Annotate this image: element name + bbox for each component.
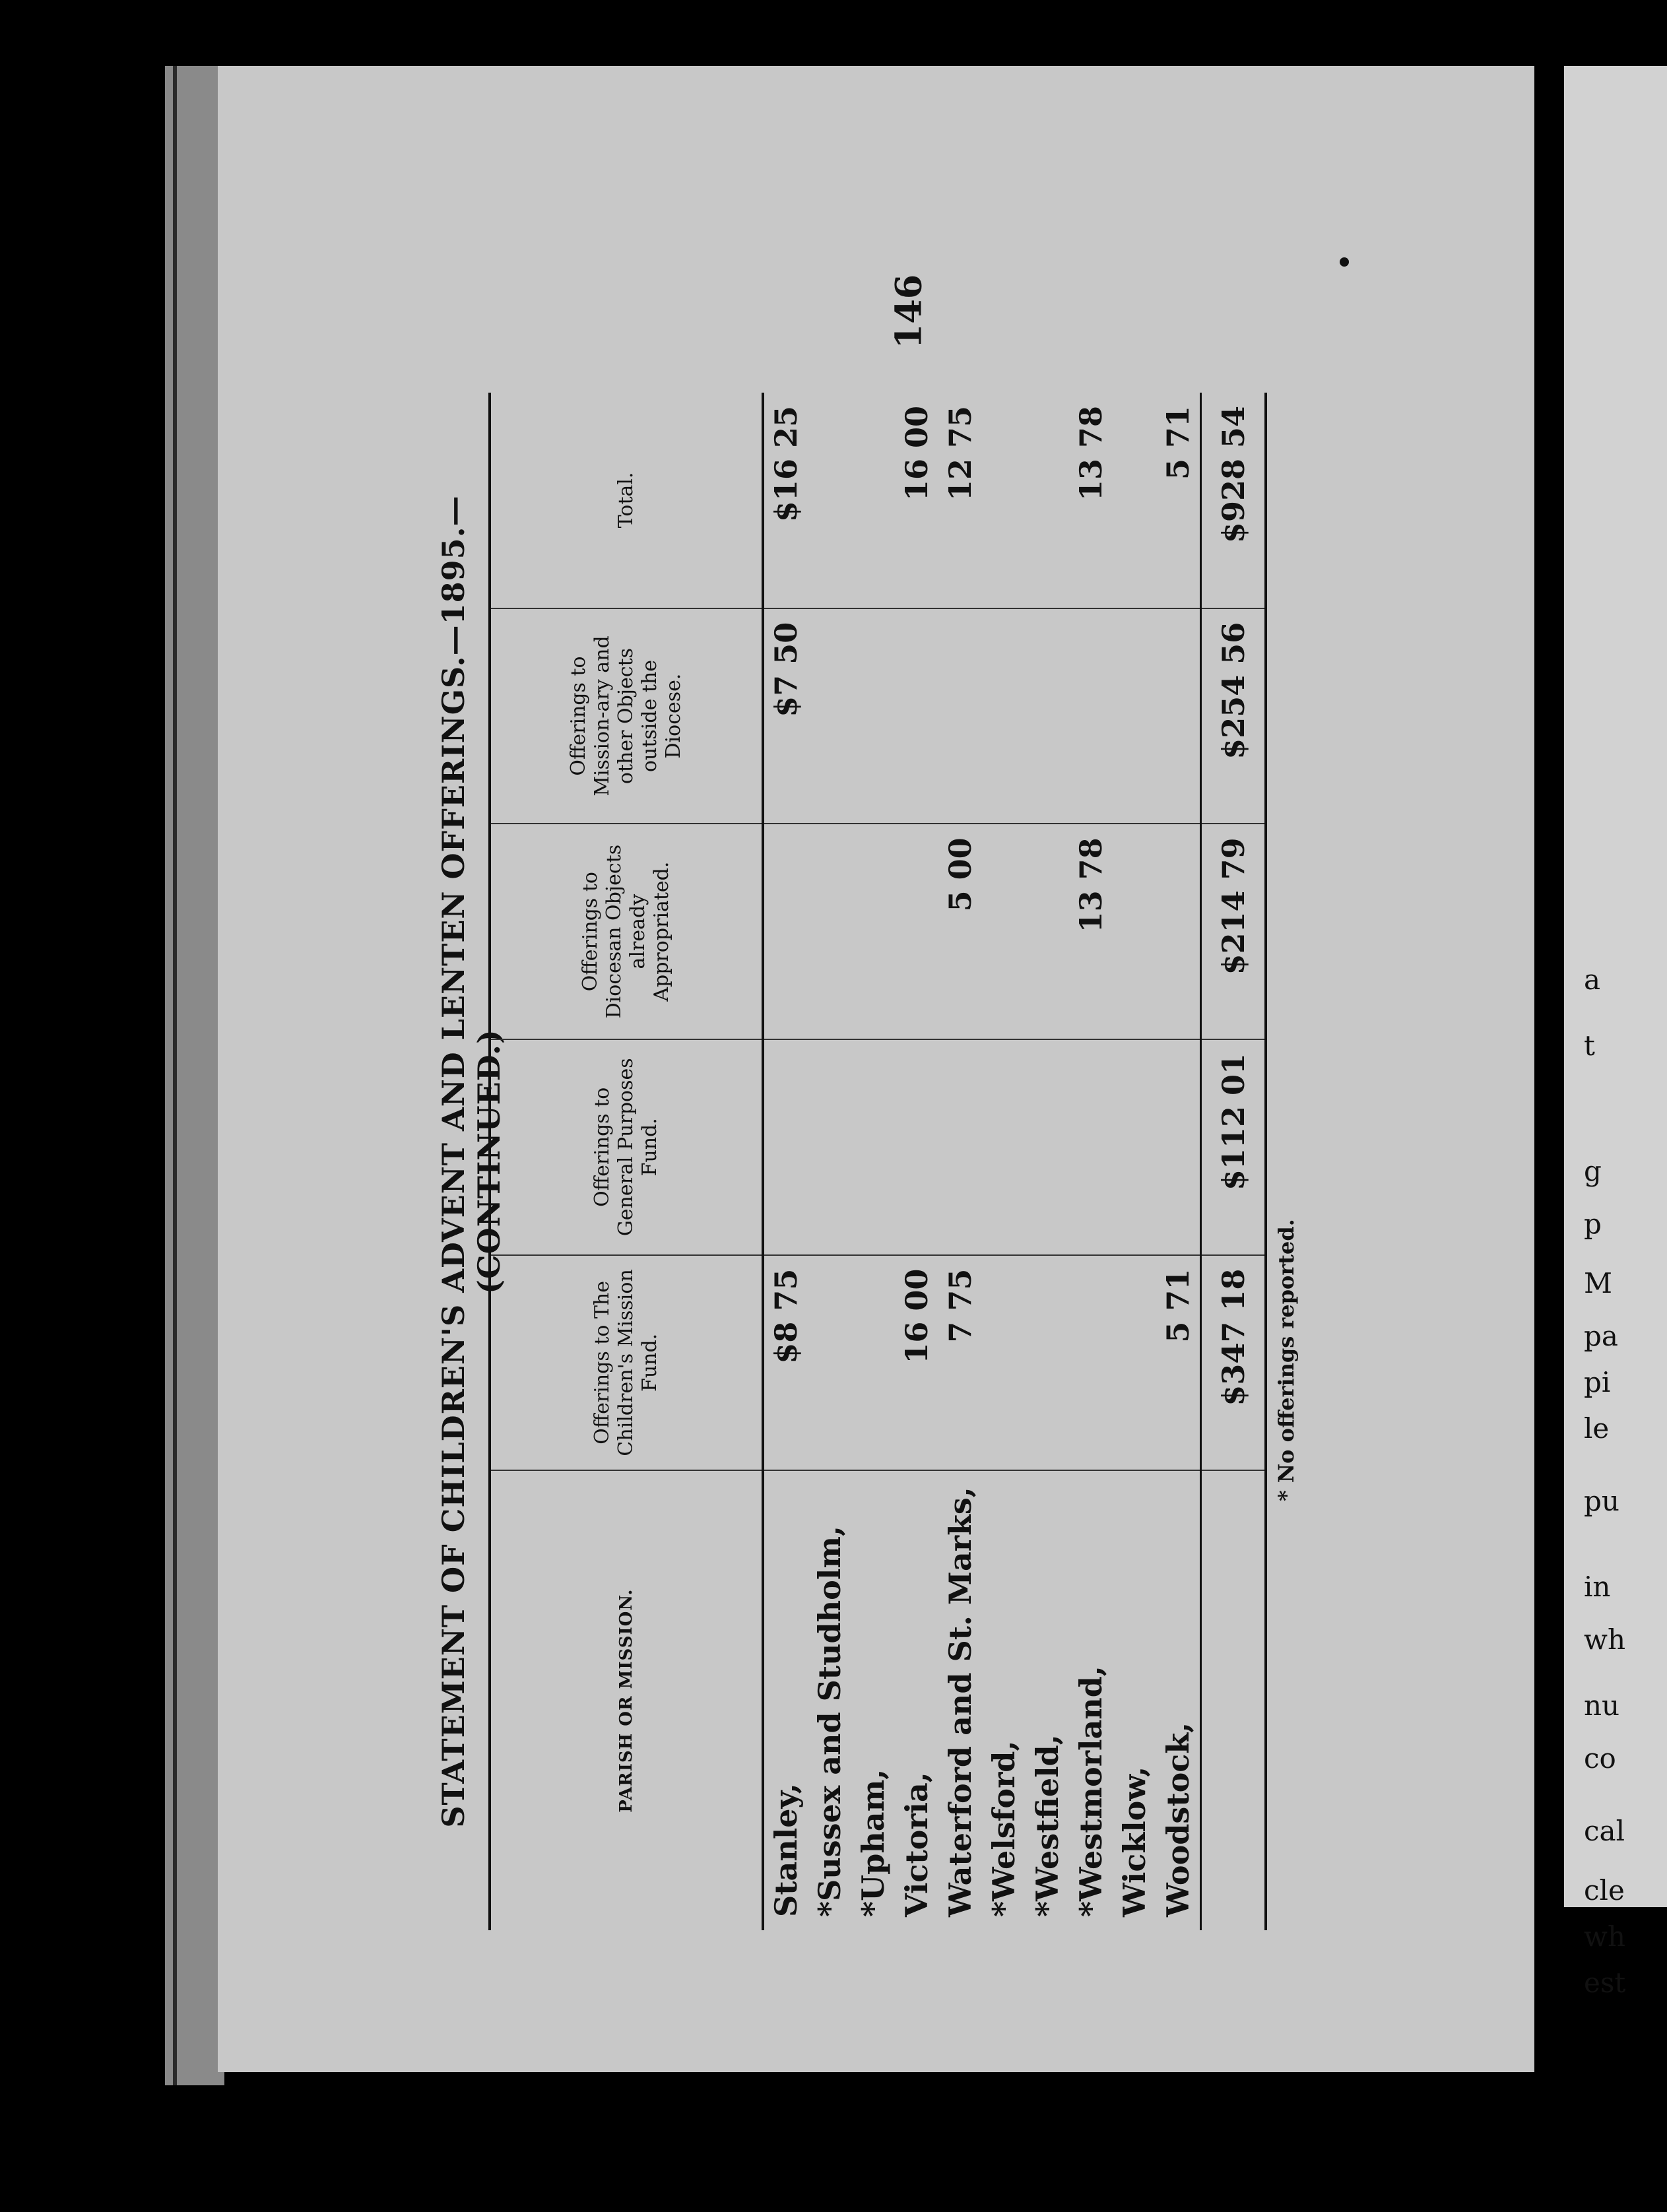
- document-sheet: [218, 66, 1534, 2072]
- offering-cell: [763, 824, 808, 1039]
- rotated-content: [416, 247, 1406, 1963]
- parish-name: Waterford and St. Marks,: [942, 1487, 979, 1917]
- offering-cell: 13 78: [1069, 393, 1113, 608]
- column-header: PARISH OR MISSION.: [490, 1470, 763, 1930]
- offering-cell: 16 00: [895, 1255, 938, 1471]
- facing-text-fragment: g: [1584, 1155, 1602, 1187]
- footnote: * No offerings reported.: [1274, 1219, 1299, 1501]
- offering-cell: 16 00: [895, 393, 938, 608]
- facing-text-fragment: nu: [1584, 1689, 1620, 1722]
- facing-text-fragment: cle: [1584, 1874, 1625, 1906]
- offering-cell: [1069, 1255, 1113, 1471]
- total-cell: $112 01: [1201, 1039, 1266, 1255]
- offering-cell: [851, 393, 895, 608]
- offering-cell: [851, 1255, 895, 1471]
- offering-cell: $8 75: [763, 1255, 808, 1471]
- table-row: [1156, 393, 1201, 1930]
- binding-edge: [173, 66, 177, 2085]
- parish-name: *Sussex and Studholm,: [812, 1525, 848, 1917]
- offering-cell: [808, 608, 851, 824]
- offering-cell: [1113, 393, 1156, 608]
- totals-row: [1201, 393, 1266, 1930]
- table-header-row: [490, 393, 763, 1930]
- total-cell: $928 54: [1201, 393, 1266, 608]
- offering-cell: [1156, 824, 1201, 1039]
- table-row: [808, 393, 851, 1930]
- offering-cell: [1113, 1255, 1156, 1471]
- facing-text-fragment: pa: [1584, 1320, 1618, 1352]
- offering-cell: [895, 824, 938, 1039]
- offerings-table-wrap: [488, 393, 1267, 1930]
- offering-cell: [1113, 608, 1156, 824]
- table-row: [1113, 393, 1156, 1930]
- facing-text-fragment: M: [1584, 1267, 1613, 1299]
- offering-cell: [895, 1039, 938, 1255]
- total-cell: $347 18: [1201, 1255, 1266, 1471]
- table-row: [895, 393, 938, 1930]
- offering-cell: $7 50: [763, 608, 808, 824]
- offering-cell: [1026, 608, 1069, 824]
- offering-cell: [982, 824, 1026, 1039]
- facing-text-fragment: wh: [1584, 1623, 1625, 1656]
- parish-name: *Welsford,: [986, 1740, 1022, 1917]
- table-row: [763, 393, 808, 1930]
- offering-cell: [808, 824, 851, 1039]
- facing-text-fragment: co: [1584, 1742, 1616, 1774]
- offering-cell: [1156, 1039, 1201, 1255]
- facing-text-fragment: le: [1584, 1412, 1610, 1445]
- facing-page: [1564, 66, 1667, 1999]
- offering-cell: [851, 608, 895, 824]
- total-cell: $254 56: [1201, 608, 1266, 824]
- offering-cell: [1069, 1039, 1113, 1255]
- offering-cell: [808, 1039, 851, 1255]
- column-header: Offerings to General Purposes Fund.: [490, 1039, 763, 1255]
- table-row: [1069, 393, 1113, 1930]
- offering-cell: [982, 393, 1026, 608]
- offering-cell: [1069, 608, 1113, 824]
- facing-text-fragment: pi: [1584, 1366, 1611, 1398]
- offering-cell: [808, 1255, 851, 1471]
- parish-name: Woodstock,: [1160, 1722, 1196, 1917]
- facing-text-fragment: pu: [1584, 1485, 1619, 1517]
- offerings-table: [488, 393, 1267, 1930]
- offering-cell: [895, 608, 938, 824]
- ink-speck: [1340, 257, 1349, 267]
- offering-cell: [851, 824, 895, 1039]
- offering-cell: [1026, 824, 1069, 1039]
- column-header: Offerings to The Children's Mission Fund.: [490, 1255, 763, 1471]
- offering-cell: $16 25: [763, 393, 808, 608]
- offering-cell: [1026, 1039, 1069, 1255]
- offering-cell: [938, 1039, 982, 1255]
- page-title: STATEMENT OF CHILDREN'S ADVENT AND LENTEN OFFERINGS.—1895.—(CONTINUED.): [436, 495, 507, 1828]
- offering-cell: 5 71: [1156, 393, 1201, 608]
- parish-name: *Upham,: [855, 1769, 892, 1917]
- column-header: Offerings to Diocesan Objects already Appropriated.: [490, 824, 763, 1039]
- total-cell: [1201, 1470, 1266, 1930]
- offering-cell: 7 75: [938, 1255, 982, 1471]
- facing-text-fragment: t: [1584, 1029, 1595, 1062]
- table-row: [1026, 393, 1069, 1930]
- offering-cell: [982, 1039, 1026, 1255]
- parish-name: Victoria,: [899, 1772, 935, 1917]
- facing-text-fragment: p: [1584, 1208, 1602, 1240]
- facing-text-fragment: in: [1584, 1571, 1611, 1603]
- offering-cell: [1156, 608, 1201, 824]
- offering-cell: 12 75: [938, 393, 982, 608]
- offering-cell: 13 78: [1069, 824, 1113, 1039]
- offering-cell: [1113, 1039, 1156, 1255]
- total-cell: $214 79: [1201, 824, 1266, 1039]
- facing-text-fragment: cal: [1584, 1815, 1625, 1847]
- offering-cell: 5 71: [1156, 1255, 1201, 1471]
- parish-name: *Westfield,: [1030, 1734, 1066, 1917]
- offering-cell: [982, 1255, 1026, 1471]
- parish-name: Wicklow,: [1116, 1766, 1152, 1917]
- column-header: Offerings to Mission-ary and other Objects outside the Diocese.: [490, 608, 763, 824]
- offering-cell: [982, 608, 1026, 824]
- parish-name: Stanley,: [768, 1783, 804, 1917]
- facing-text-fragment: wh: [1584, 1920, 1625, 1953]
- offering-cell: [763, 1039, 808, 1255]
- offering-cell: [1026, 393, 1069, 608]
- facing-text-fragment: est: [1584, 1967, 1626, 1999]
- parish-name: *Westmorland,: [1072, 1666, 1109, 1917]
- facing-text-fragment: a: [1584, 963, 1601, 996]
- table-row: [851, 393, 895, 1930]
- offering-cell: [808, 393, 851, 608]
- table-row: [982, 393, 1026, 1930]
- offering-cell: 5 00: [938, 824, 982, 1039]
- table-row: [938, 393, 982, 1930]
- column-header: Total.: [490, 393, 763, 608]
- offering-cell: [1113, 824, 1156, 1039]
- offering-cell: [851, 1039, 895, 1255]
- offering-cell: [938, 608, 982, 824]
- page-number: 146: [887, 274, 930, 349]
- offering-cell: [1026, 1255, 1069, 1471]
